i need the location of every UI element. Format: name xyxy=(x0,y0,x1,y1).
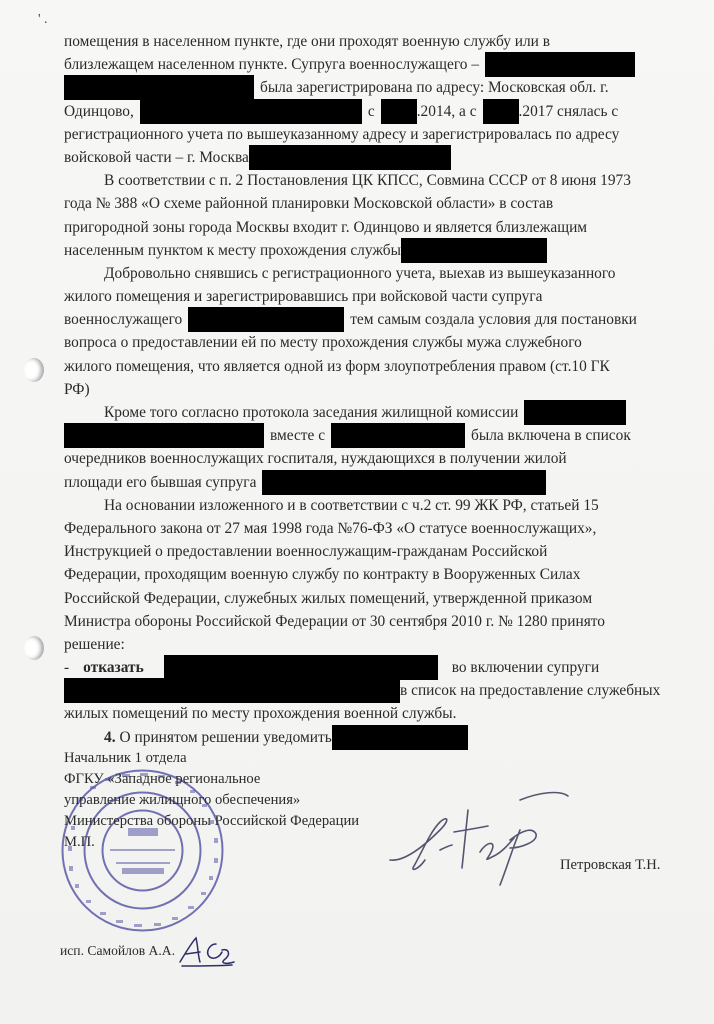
para3-line3: военнослужащего тем самым создала условия для постановки xyxy=(64,308,684,331)
para3-line4: вопроса о предоставлении ей по месту прохождения службы мужа служебного xyxy=(64,334,582,352)
decision-line2: в список на предоставление служебных xyxy=(64,679,684,702)
para1-line6: войсковой части – г. Москва xyxy=(64,146,684,169)
redaction xyxy=(401,238,547,263)
redaction xyxy=(64,678,400,703)
executor-note: исп. Самойлов А.А. xyxy=(60,943,175,958)
para3-line2: жилого помещения и зарегистрировавшись при войсковой части супруга xyxy=(64,288,543,306)
para3-line1: Добровольно снявшись с регистрационного учета, выехав из вышеуказанного xyxy=(104,264,616,282)
para1-line1: помещения в населенном пункте, где они проходят военную службу или в xyxy=(64,33,551,50)
redaction xyxy=(524,400,626,425)
redaction xyxy=(140,99,362,124)
para5-line5: Российской Федерации, служебных жилых помещений, утвержденной приказом xyxy=(64,589,593,607)
para5-line2: Федерального закона от 27 мая 1998 года №76-ФЗ «О статусе военнослужащих», xyxy=(64,519,597,537)
punch-hole-bottom xyxy=(24,636,44,660)
punch-hole-top xyxy=(24,358,44,382)
para2-line4: населенным пунктом к месту прохождения службы xyxy=(64,239,684,262)
page-mark: ' . xyxy=(38,12,48,27)
redaction xyxy=(485,52,635,77)
redaction xyxy=(164,655,438,680)
para3-line6: РФ) xyxy=(64,380,90,398)
para1-line4: Одинцово, с .2014, а с .2017 снялась с xyxy=(64,100,684,123)
signatory-name: Петровская Т.Н. xyxy=(560,857,661,873)
para5-line6: Министра обороны Российской Федерации от 30 сентября 2010 г. № 1280 принято xyxy=(64,612,605,630)
para1-line2: близлежащем населенном пункте. Супруга военнослужащего – xyxy=(64,53,684,76)
para4-line2: вместе с была включена в список xyxy=(64,424,684,447)
para5-line3: Инструкцией о предоставлении военнослужащим-гражданам Российской xyxy=(64,543,548,561)
redaction xyxy=(331,423,465,448)
executor-signature-mark xyxy=(176,932,236,970)
redaction xyxy=(64,75,254,100)
para4-line4: площади его бывшая супруга xyxy=(64,471,684,494)
para2-line1: В соответствии с п. 2 Постановления ЦК КПСС, Совмина СССР от 8 июня 1973 xyxy=(104,172,631,190)
redaction xyxy=(249,145,451,170)
signature-mark xyxy=(370,790,580,890)
signature-block: Начальник 1 отдела ФГКУ «Западное региональное управление жилищного обеспечения» Министерства обороны Российской Федерации М.П. xyxy=(64,750,360,850)
para2-line3: пригородной зоны города Москвы входит г. Одинцово и является близлежащим xyxy=(64,218,588,236)
redaction xyxy=(64,423,264,448)
decision-refuse: отказать xyxy=(83,659,144,677)
para5-line7: решение: xyxy=(64,635,125,653)
para1-line5: регистрационного учета по вышеуказанному адресу и зарегистрировалась по адресу xyxy=(64,125,620,143)
redaction xyxy=(188,307,344,332)
decision-line1: - отказать во включении супруги xyxy=(64,656,684,679)
para4-line3: очередников военнослужащих госпиталя, нуждающихся в получении жилой xyxy=(64,450,567,468)
para4-line1: Кроме того согласно протокола заседания жилищной комиссии xyxy=(64,401,684,424)
decision-line3: жилых помещений по месту прохождения военной службы. xyxy=(64,705,457,723)
redaction xyxy=(483,99,519,124)
document-body xyxy=(64,30,684,749)
para1-line3: была зарегистрирована по адресу: Московская обл. г. xyxy=(64,76,684,99)
redaction xyxy=(262,470,546,495)
para5-line4: Федерации, проходящим военную службу по контракту в Вооруженных Силах xyxy=(64,566,581,584)
para5-line1: На основании изложенного и в соответствии с ч.2 ст. 99 ЖК РФ, статьей 15 xyxy=(104,496,599,514)
para2-line2: года № 388 «О схеме районной планировки Московской области» в состав xyxy=(64,195,554,213)
redaction xyxy=(381,99,417,124)
item4-line: 4. О принятом решении уведомить xyxy=(64,726,684,749)
para3-line5: жилого помещения, что является одной из форм злоупотребления правом (ст.10 ГК xyxy=(64,357,610,375)
redaction xyxy=(332,725,468,750)
